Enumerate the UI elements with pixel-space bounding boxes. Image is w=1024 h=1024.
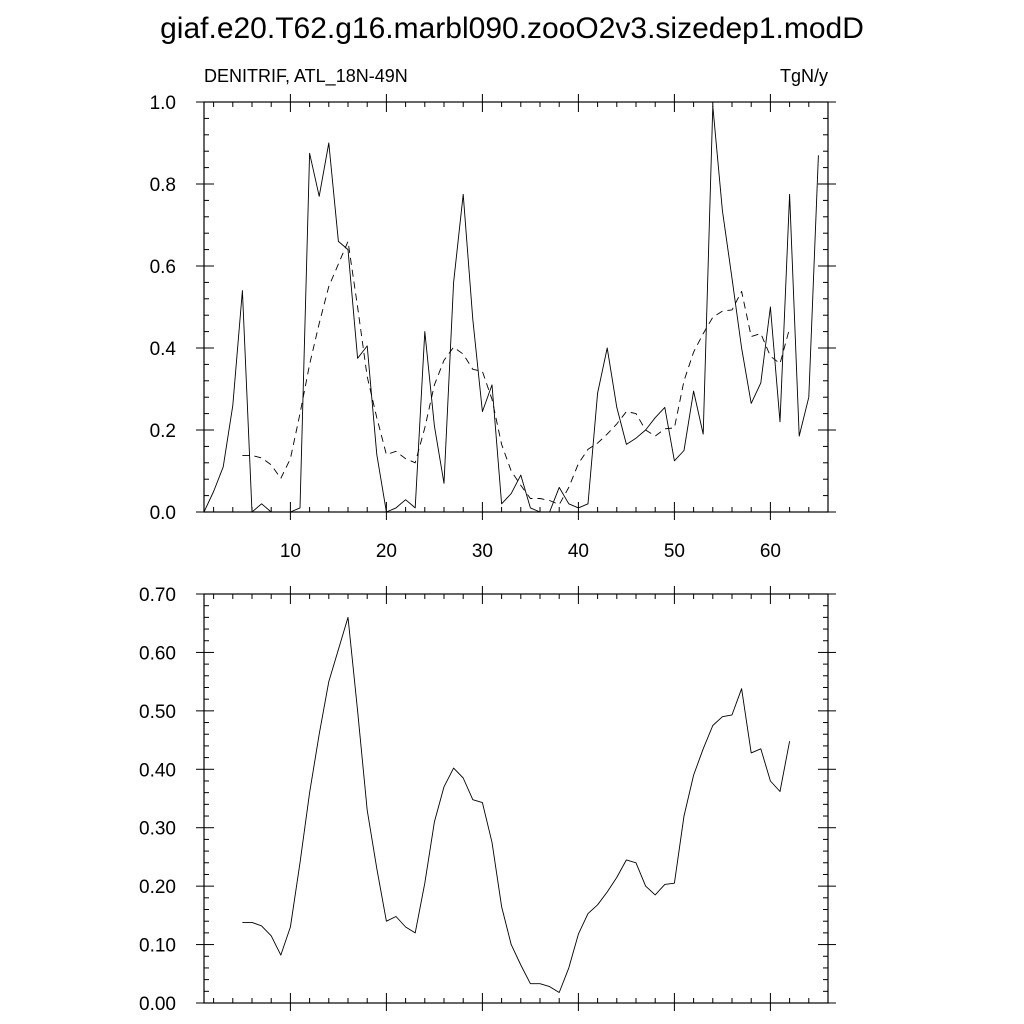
top-x-tick-label: 40 bbox=[567, 541, 589, 562]
chart-title: giaf.e20.T62.g16.marbl090.zooO2v3.sizedep1.modD bbox=[160, 12, 864, 45]
top-x-tick-label: 60 bbox=[759, 541, 781, 562]
top-left-label: DENITRIF, ATL_18N-49N bbox=[204, 66, 408, 86]
top-x-tick-label: 10 bbox=[279, 541, 301, 562]
bottom-y-tick-label: 0.00 bbox=[139, 994, 176, 1015]
top-right-label: TgN/y bbox=[779, 66, 828, 86]
bottom-y-tick-label: 0.30 bbox=[139, 818, 176, 840]
top-x-tick-label: 30 bbox=[471, 541, 493, 562]
top-y-tick-label: 0.6 bbox=[149, 257, 176, 278]
bottom-y-tick-label: 0.40 bbox=[139, 760, 176, 782]
top-y-tick-label: 0.0 bbox=[149, 503, 176, 524]
top-y-tick-label: 0.8 bbox=[149, 175, 176, 196]
top-x-tick-label: 50 bbox=[663, 541, 685, 562]
bottom-y-tick-label: 0.20 bbox=[139, 877, 176, 899]
top-x-tick-label: 20 bbox=[375, 541, 397, 562]
top-y-tick-label: 0.2 bbox=[149, 421, 176, 442]
bottom-y-tick-label: 0.10 bbox=[139, 935, 176, 957]
bottom-y-tick-label: 0.70 bbox=[139, 585, 176, 606]
top-y-tick-label: 1.0 bbox=[149, 93, 176, 114]
top-y-tick-label: 0.4 bbox=[149, 339, 176, 360]
bottom-y-tick-label: 0.60 bbox=[139, 643, 176, 665]
bottom-y-tick-label: 0.50 bbox=[139, 701, 176, 723]
